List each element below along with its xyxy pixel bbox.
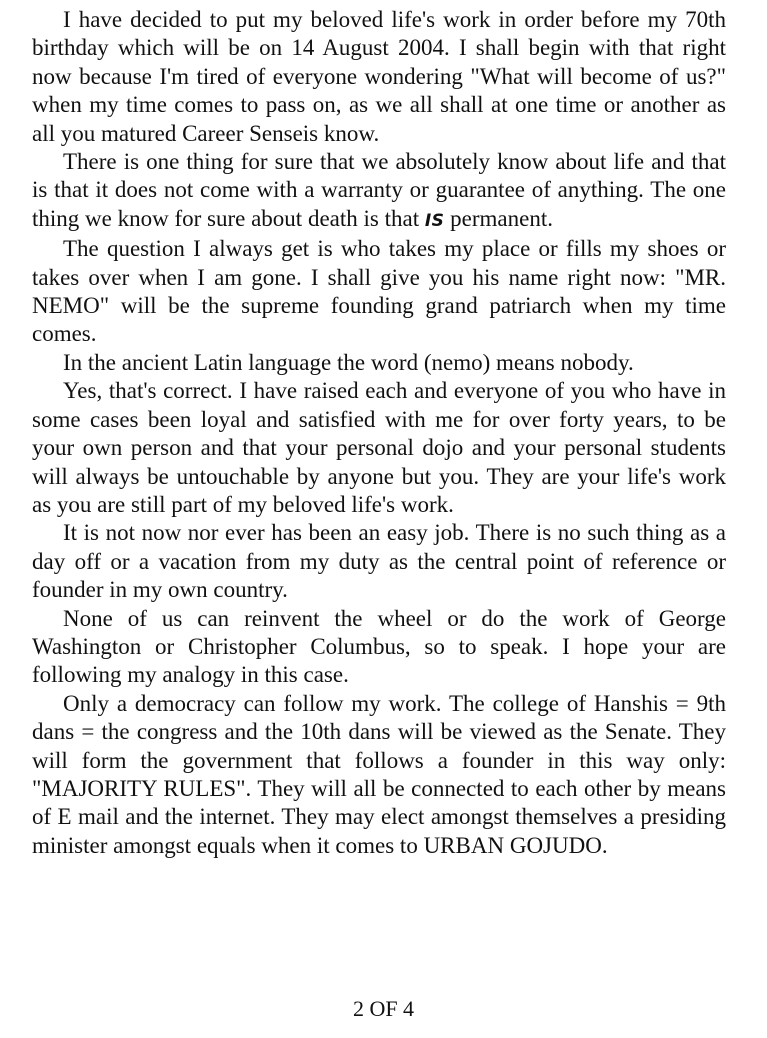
- paragraph-2: [32, 148, 726, 235]
- letter-body: [32, 6, 726, 860]
- paragraph-2-tail: permanent.: [450, 205, 553, 231]
- paragraph-8: Only a democracy can follow my work. The college of Hanshis = 9th dans = the congress and the 10th dans will be viewed as the Senate. They will form the government that follows a founder in this way only: "MAJORITY RULES". They will all be connected to each other by means of E mail and the internet. They may elect amongst themselves a presiding minister amongst equals when it comes to URBAN GOJUDO.: [32, 690, 726, 858]
- paragraph-2-text: There is one thing for sure that we absolutely know about life and that is that it does not come with a warranty or guarantee of anything. The one thing we know for sure about death is that: [32, 149, 726, 231]
- paragraph-3: The question I always get is who takes my place or fills my shoes or takes over when I am gone. I shall give you his name right now: "MR. NEMO" will be the supreme founding grand patriarch when my time comes.: [32, 236, 726, 347]
- paragraph-7: None of us can reinvent the wheel or do the work of George Washington or Christopher Columbus, so to speak. I hope your are following my analogy in this case.: [32, 605, 726, 688]
- handwritten-correction: IS: [424, 210, 445, 231]
- paragraph-5: Yes, that's correct. I have raised each and everyone of you who have in some cases been loyal and satisfied with me for over forty years, to be your own person and that your personal dojo and your personal students will always be untouchable by anyone but you. They are your life's work as you are still part of my beloved life's work.: [32, 378, 726, 517]
- paragraph-4: In the ancient Latin language the word (nemo) means nobody.: [63, 349, 634, 375]
- page-number: 2 OF 4: [352, 996, 415, 1021]
- paragraph-1: I have decided to put my beloved life's work in order before my 70th birthday which will be on 14 August 2004. I shall begin with that right now because I'm tired of everyone wondering "What will become of us?" when my time comes to pass on, as we all shall at one time or another as all you matured Career Senseis know.: [32, 7, 726, 146]
- paragraph-6: It is not now nor ever has been an easy job. There is no such thing as a day off or a vacation from my duty as the central point of reference or founder in my own country.: [32, 520, 726, 603]
